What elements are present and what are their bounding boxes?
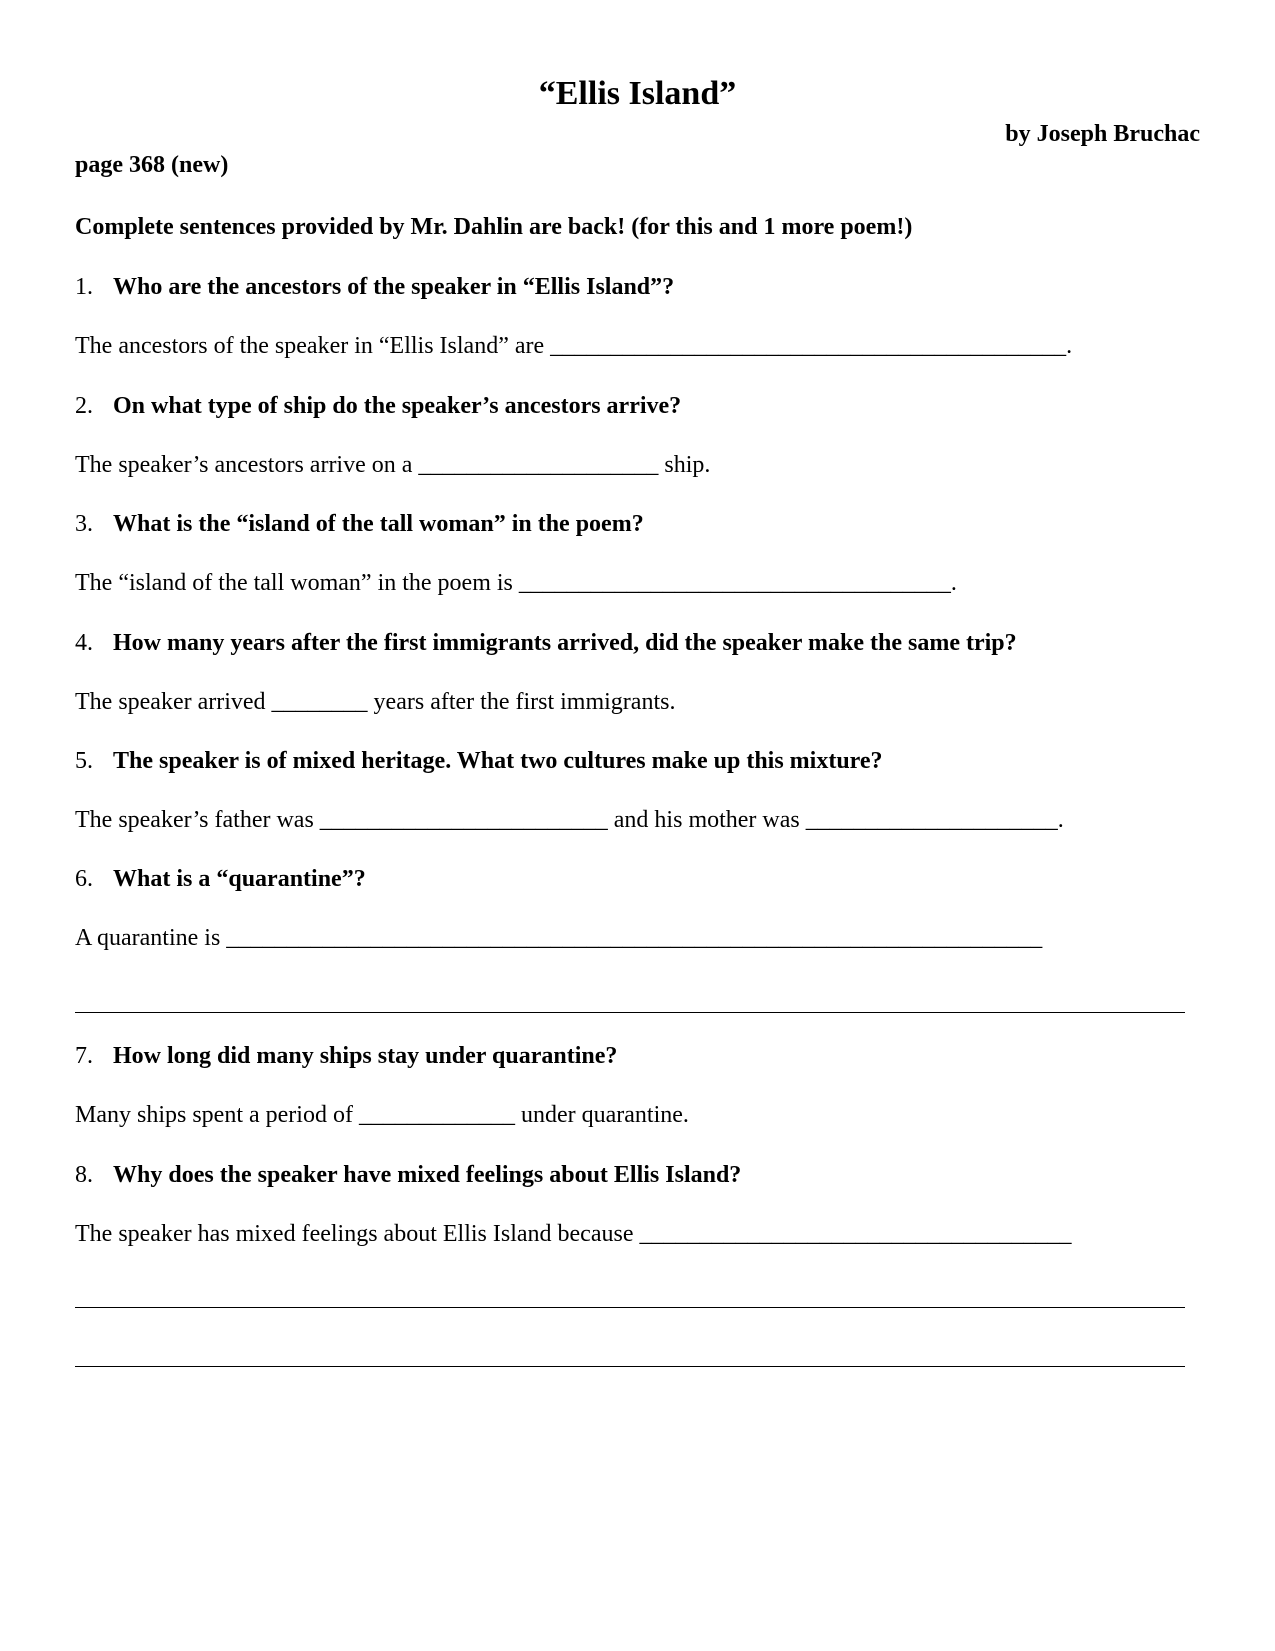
- question-number: 1.: [75, 274, 93, 300]
- question-number: 4.: [75, 630, 93, 656]
- author-line: by Joseph Bruchac: [1005, 121, 1200, 147]
- question-text: What is a “quarantine”?: [113, 866, 366, 892]
- question-text: On what type of ship do the speaker’s ancestors arrive?: [113, 393, 682, 419]
- question-number: 8.: [75, 1162, 93, 1188]
- question-4: [75, 628, 1017, 658]
- question-8: [75, 1160, 741, 1190]
- question-text: What is the “island of the tall woman” in the poem?: [113, 511, 644, 537]
- page-reference: page 368 (new): [75, 152, 229, 178]
- question-6: [75, 864, 366, 894]
- question-text: Why does the speaker have mixed feelings about Ellis Island?: [113, 1162, 742, 1188]
- question-text: How long did many ships stay under quarantine?: [113, 1043, 618, 1069]
- question-text: Who are the ancestors of the speaker in “Ellis Island”?: [113, 274, 675, 300]
- question-2: [75, 391, 681, 421]
- answer-blank-line[interactable]: [75, 1366, 1185, 1367]
- answer-sentence-5[interactable]: The speaker’s father was ________________________ and his mother was _____________________.: [75, 807, 1064, 833]
- answer-sentence-2[interactable]: The speaker’s ancestors arrive on a ____________________ ship.: [75, 452, 711, 478]
- question-number: 7.: [75, 1043, 93, 1069]
- answer-blank-line[interactable]: [75, 1012, 1185, 1013]
- question-text: How many years after the first immigrants arrived, did the speaker make the same trip?: [113, 630, 1017, 656]
- question-5: [75, 746, 883, 776]
- question-number: 5.: [75, 748, 93, 774]
- worksheet-title: “Ellis Island”: [538, 75, 737, 112]
- answer-sentence-1[interactable]: The ancestors of the speaker in “Ellis Island” are ___________________________________________.: [75, 333, 1073, 359]
- answer-sentence-8[interactable]: The speaker has mixed feelings about Ellis Island because ____________________________________: [75, 1221, 1072, 1247]
- question-number: 2.: [75, 393, 93, 419]
- answer-sentence-3[interactable]: The “island of the tall woman” in the poem is ____________________________________.: [75, 570, 957, 596]
- question-3: [75, 509, 644, 539]
- question-text: The speaker is of mixed heritage. What two cultures make up this mixture?: [113, 748, 883, 774]
- question-number: 6.: [75, 866, 93, 892]
- answer-sentence-6[interactable]: A quarantine is ____________________________________________________________________: [75, 925, 1043, 951]
- intro-instructions: Complete sentences provided by Mr. Dahlin are back! (for this and 1 more poem!): [75, 214, 913, 240]
- answer-sentence-7[interactable]: Many ships spent a period of _____________ under quarantine.: [75, 1102, 689, 1128]
- question-number: 3.: [75, 511, 93, 537]
- answer-blank-line[interactable]: [75, 1307, 1185, 1308]
- question-7: [75, 1041, 617, 1071]
- question-1: [75, 272, 674, 302]
- answer-sentence-4[interactable]: The speaker arrived ________ years after the first immigrants.: [75, 689, 676, 715]
